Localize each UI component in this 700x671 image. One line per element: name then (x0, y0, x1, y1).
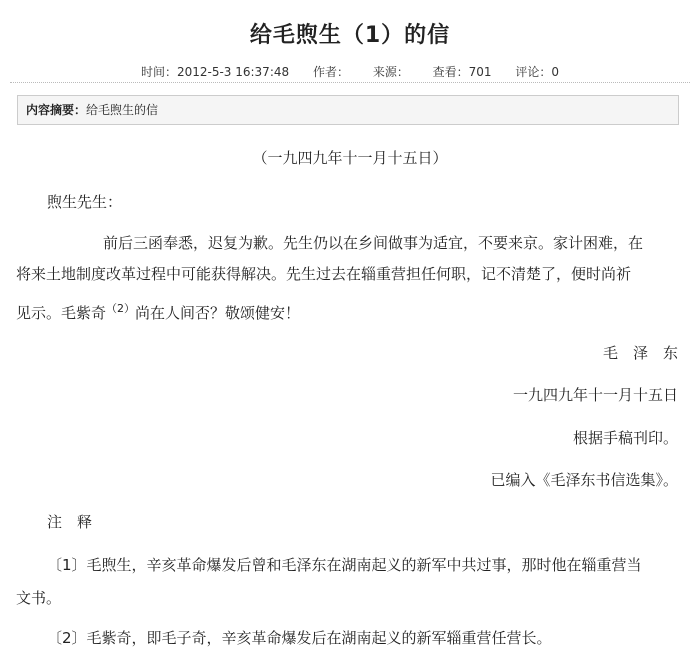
note-1-line-2: 文书。 (16, 589, 62, 607)
meta-divider (10, 82, 690, 83)
footnote-ref-2[interactable]: （2） (106, 302, 136, 315)
meta-author: 作者： (312, 65, 349, 79)
signature: 毛 泽 东 (602, 344, 678, 362)
source-note: 根据手稿刊印。 (572, 429, 678, 447)
summary-label: 内容摘要： (26, 103, 87, 117)
date-heading: （一九四九年十一月十五日） (252, 149, 448, 167)
meta-views: 查看：701 (432, 65, 492, 79)
note-1-line-1: 〔1〕毛煦生，辛亥革命爆发后曾和毛泽东在湖南起义的新军中共过事，那时他在辎重营当 (47, 556, 642, 574)
meta-comments: 评论：0 (515, 65, 560, 79)
article-meta (0, 63, 700, 80)
body-line-2: 将来土地制度改革过程中可能获得解决。先生过去在辎重营担任何职，记不清楚了，便时尚祈 (16, 265, 632, 283)
body-line-1: 前后三函奉悉，迟复为歉。先生仍以在乡间做事为适宜，不要来京。家计困难，在 (103, 234, 644, 252)
summary-text: 给毛煦生的信 (86, 103, 159, 117)
note-2-line-1: 〔2〕毛紫奇，即毛子奇，辛亥革命爆发后在湖南起义的新军辎重营任营长。 (47, 629, 552, 647)
body-line-3-start: 见示。毛紫奇 (16, 304, 107, 322)
salutation: 煦生先生： (47, 193, 123, 211)
compiled-note: 已编入《毛泽东书信选集》。 (490, 471, 678, 489)
body-line-3-end: 尚在人间否？敬颂健安！ (135, 304, 301, 322)
notes-heading: 注 释 (47, 513, 93, 531)
body-line-3 (16, 299, 300, 323)
article-title: 给毛煦生（1）的信 (249, 23, 451, 48)
meta-source: 来源： (372, 65, 409, 79)
summary-box (17, 95, 679, 125)
meta-time: 时间：2012-5-3 16:37:48 (140, 65, 290, 79)
sign-date: 一九四九年十一月十五日 (512, 386, 678, 404)
